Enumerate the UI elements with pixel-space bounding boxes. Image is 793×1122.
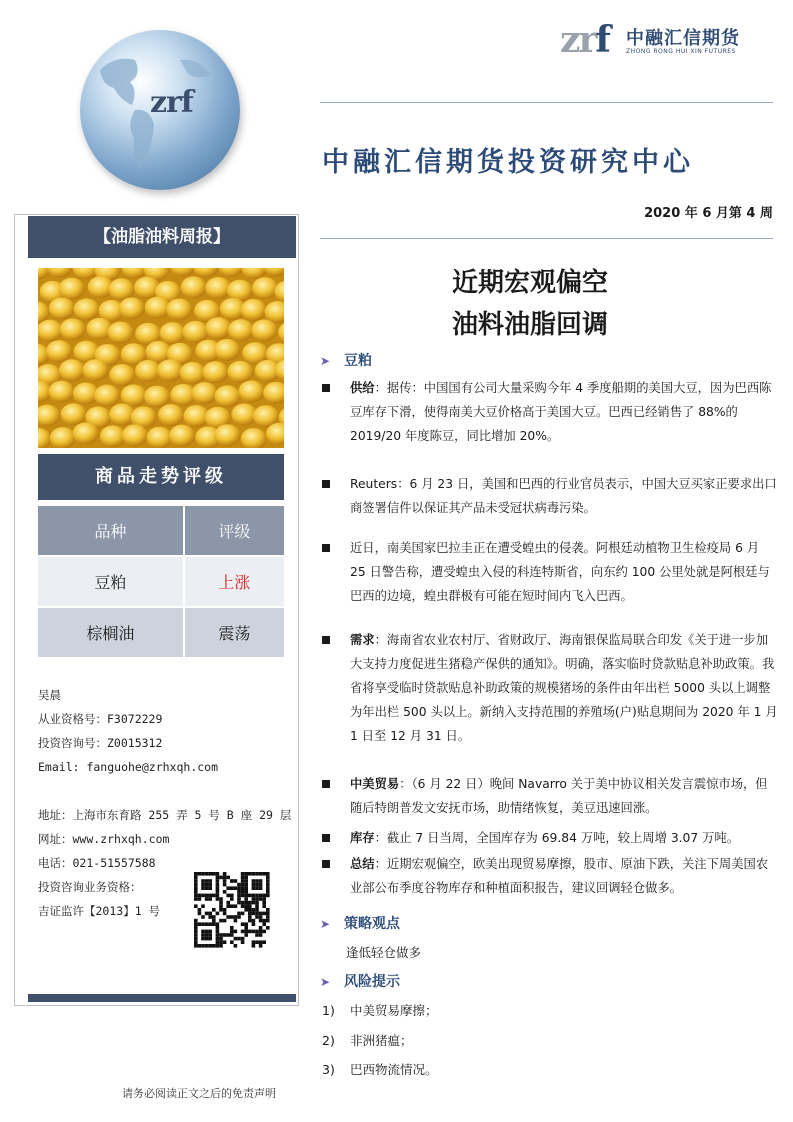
soybean — [182, 321, 208, 343]
sidebar-footer-bar — [28, 994, 296, 1002]
address: 地址：上海市东育路 255 弄 5 号 B 座 29 层 — [38, 808, 292, 822]
table-row — [38, 556, 284, 607]
qualification-label: 投资咨询业务资格： — [38, 880, 142, 894]
soybean — [214, 424, 240, 446]
website: 网址：www.zrhxqh.com — [38, 832, 170, 846]
research-center-title: 中融汇信期货投资研究中心 — [322, 147, 694, 178]
paragraph-demand: 需求：海南省农业农村厅、省财政厅、海南银保监局联合印发《关于进一步加大支持力度促进生猪稳产保供的通知》。明确，落实临时贷款贴息补助政策。我省将享受临时贷款贴息补助政策的规模猪场的条件由年出栏 5000 头以上调整为年出栏 500 头以上。新纳入支持范围的养殖场(户)贴息期间为 2020 年 1 月 1 日至 12 月 31 日。 — [322, 628, 778, 748]
paragraph-locust: 近日，南美国家巴拉圭正在遭受蝗虫的侵袭。阿根廷动植物卫生检疫局 6 月 25 日警告称，遭受蝗虫入侵的科连特斯省，向东约 100 公里处就是阿根廷与巴西的边境，蝗虫群极有可能在短时间内飞入巴西。 — [322, 536, 778, 608]
square-bullet-icon — [322, 480, 330, 488]
soybean — [192, 382, 218, 404]
soybean — [59, 278, 85, 300]
soybean — [157, 359, 183, 381]
email: Email: fanguohe@zrhxqh.com — [38, 760, 219, 774]
soybean — [121, 384, 147, 406]
spacer — [38, 779, 291, 803]
consult-number: 投资咨询号：Z0015312 — [38, 736, 163, 750]
square-bullet-icon — [322, 834, 330, 842]
square-bullet-icon — [322, 780, 330, 788]
soybean — [82, 359, 108, 381]
risk-item: 2) 非洲猪瘟； — [322, 1033, 413, 1048]
paragraph-supply: 供给：据传：中国国有公司大量采购今年 4 季度船期的美国大豆，因为巴西陈豆库存下滑，使得南美大豆价格高于美国大豆。巴西已经销售了 88%的 2019/20 年度陈豆，同比增加 20%。 — [322, 376, 778, 448]
soybean — [60, 318, 86, 340]
section-heading-strategy: ➤ 策略观点 — [320, 916, 400, 932]
soybean — [228, 319, 254, 341]
company-name-en: ZHONG RONG HUI XIN FUTURES — [626, 48, 736, 55]
disclaimer-footer: 请务必阅读正文之后的免责声明 — [122, 1087, 276, 1100]
soybean — [109, 278, 135, 300]
soybean — [158, 404, 184, 426]
section-heading-soymeal: ➤ 豆粕 — [320, 353, 372, 369]
soybean — [181, 276, 207, 298]
soybean — [169, 425, 195, 447]
section-arrow-icon: ➤ — [320, 354, 331, 368]
table-row — [38, 607, 284, 658]
rating-cell: 上涨 — [184, 556, 284, 607]
company-logo — [560, 18, 760, 62]
soybean — [108, 322, 134, 344]
rating-section-title: 商品走势评级 — [38, 454, 284, 500]
paragraph-summary: 总结：近期宏观偏空，欧美出现贸易摩擦，股市、原油下跌，关注下周美国农业部公布季度谷物库存和种植面积报告，建议回调轻仓做多。 — [322, 852, 778, 900]
paragraph-reuters: Reuters：6 月 23 日，美国和巴西的行业官员表示，中国大豆买家正要求出口商签署信件以保证其产品未受冠状病毒污染。 — [322, 472, 778, 520]
phone: 电话：021-51557588 — [38, 856, 156, 870]
header-product: 品种 — [38, 506, 184, 556]
soybean — [61, 403, 87, 425]
license-number: 吉证监许【2013】1 号 — [38, 904, 161, 918]
globe-zrf-text: zrf — [150, 85, 193, 120]
soybean — [214, 339, 240, 361]
soybean — [205, 317, 231, 339]
globe-logo-image — [80, 30, 240, 190]
soybean — [180, 362, 206, 384]
rating-cell: 震荡 — [184, 607, 284, 658]
company-name-cn: 中融汇信期货 — [626, 28, 740, 49]
risk-item: 3) 巴西物流情况。 — [322, 1062, 438, 1077]
soybean — [109, 364, 135, 386]
square-bullet-icon — [322, 544, 330, 552]
product-cell: 棕榈油 — [38, 607, 184, 658]
date-divider — [320, 238, 773, 239]
soybean — [48, 381, 74, 403]
soybean — [74, 298, 100, 320]
qualification-number: 从业资格号：F3072229 — [38, 712, 163, 726]
rating-table-header — [38, 506, 284, 556]
report-date: 2020 年 6 月第 4 周 — [644, 206, 773, 221]
risk-item: 1) 中美贸易摩擦； — [322, 1003, 438, 1018]
strategy-text: 逢低轻仓做多 — [346, 945, 422, 960]
square-bullet-icon — [322, 636, 330, 644]
section-arrow-icon: ➤ — [320, 917, 331, 931]
soybean — [252, 277, 278, 299]
soybean — [94, 385, 120, 407]
report-main-title — [452, 262, 608, 346]
square-bullet-icon — [322, 860, 330, 868]
section-heading-risk: ➤ 风险提示 — [320, 974, 400, 990]
soybean — [160, 322, 186, 344]
header-divider — [320, 102, 773, 103]
section-arrow-icon: ➤ — [320, 975, 331, 989]
soybean — [166, 298, 192, 320]
soybean — [46, 340, 72, 362]
soybean — [122, 424, 148, 446]
soybean-image — [38, 268, 284, 448]
title-line-1: 近期宏观偏空 — [452, 268, 609, 298]
paragraph-stock: 库存：截止 7 日当周，全国库存为 69.84 万吨，较上周增 3.07 万吨。 — [322, 826, 778, 850]
soybean — [119, 297, 145, 319]
soybean — [73, 422, 99, 444]
header-rating: 评级 — [184, 506, 284, 556]
soybean — [241, 299, 267, 321]
soybean — [144, 386, 170, 408]
product-cell: 豆粕 — [38, 556, 184, 607]
logo-mark: zrf — [560, 19, 609, 61]
qr-code-image — [188, 872, 276, 948]
analyst-name: 吴晨 — [38, 688, 61, 702]
soybean — [50, 427, 76, 448]
square-bullet-icon — [322, 384, 330, 392]
title-line-2: 油料油脂回调 — [452, 310, 609, 340]
soybean — [214, 385, 240, 407]
rating-table — [38, 506, 284, 659]
paragraph-trade: 中美贸易：（6 月 22 日）晚间 Navarro 关于美中协议相关发言震惊市场，但随后特朗普发文安抚市场，助情绪恢复，美豆迅速回涨。 — [322, 772, 778, 820]
soybean — [251, 319, 277, 341]
soybean — [238, 380, 264, 402]
report-type-title: 【油脂油料周报】 — [28, 216, 296, 258]
soybean — [202, 361, 228, 383]
soybean — [227, 361, 253, 383]
soybean — [100, 425, 126, 447]
soybean — [49, 297, 75, 319]
soybean — [147, 427, 173, 448]
soybean — [59, 359, 85, 381]
